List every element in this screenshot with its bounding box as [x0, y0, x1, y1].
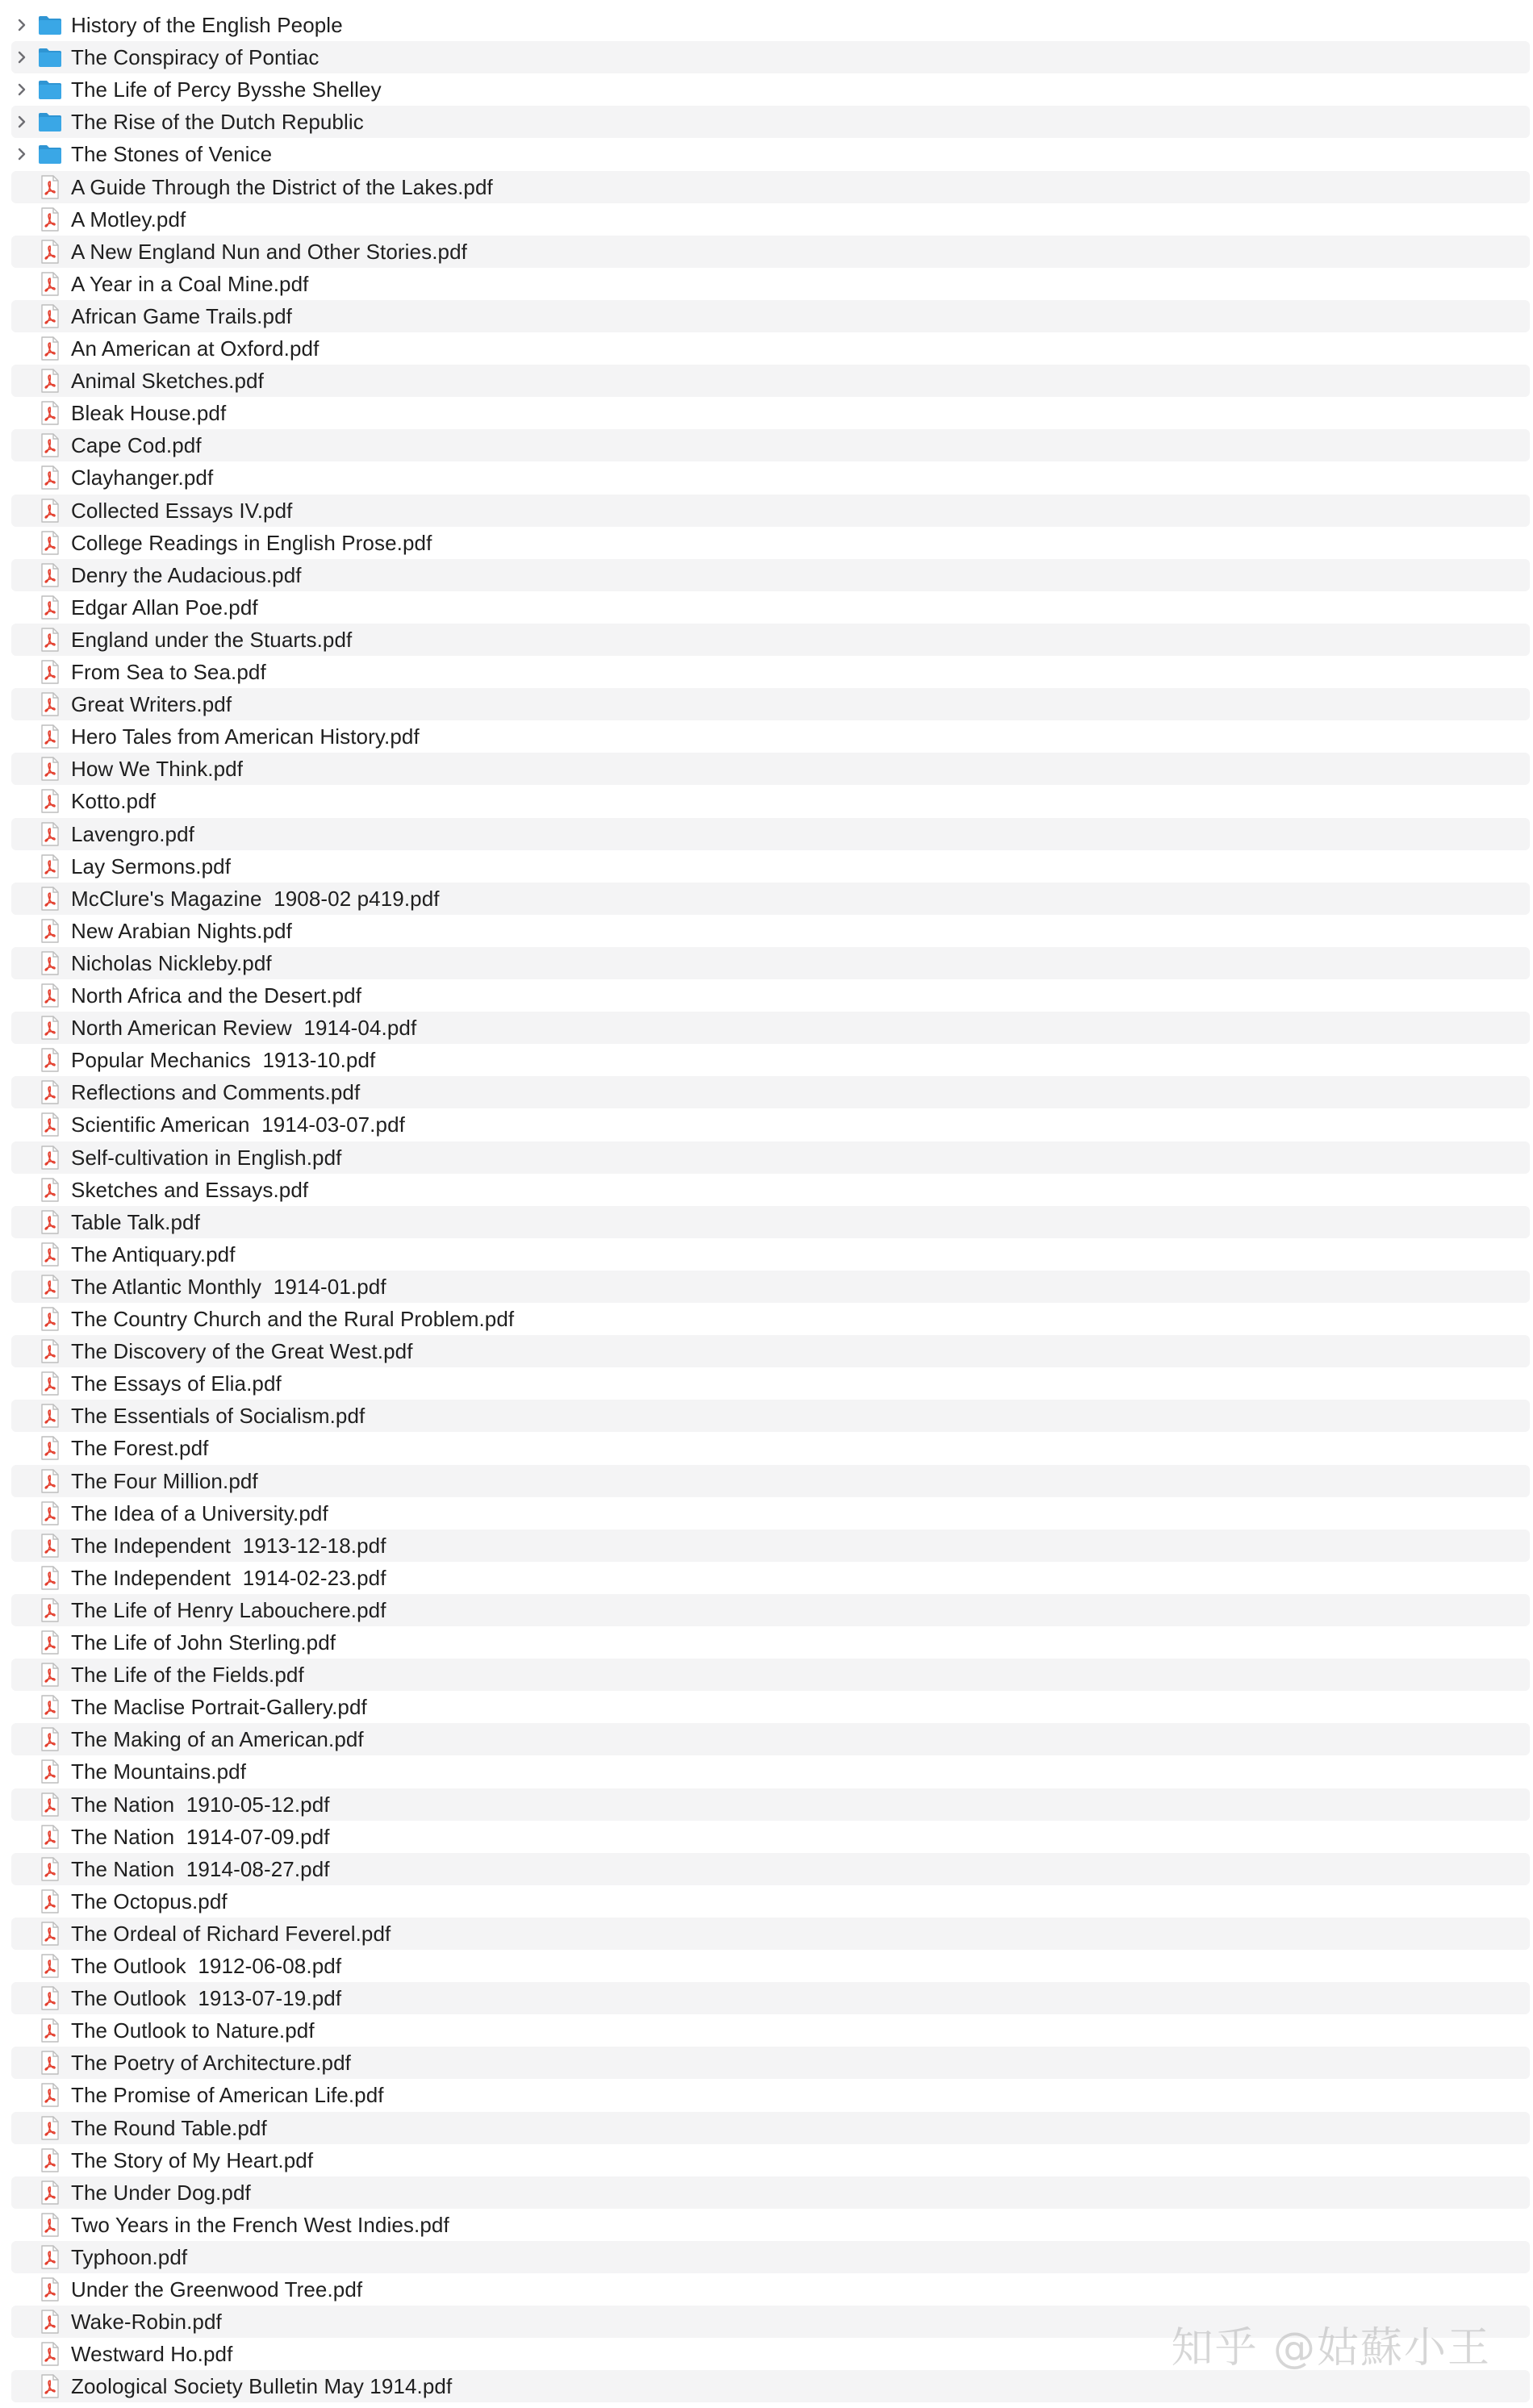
- file-name: North American Review 1914-04.pdf: [71, 1016, 417, 1041]
- chevron-right-icon[interactable]: [13, 16, 31, 34]
- pdf-file-icon: [40, 1824, 61, 1850]
- pdf-file-icon: [40, 336, 61, 361]
- file-name: The Essays of Elia.pdf: [71, 1371, 282, 1396]
- pdf-file-icon: [40, 983, 61, 1008]
- file-row[interactable]: [0, 495, 1533, 527]
- pdf-file-icon: [40, 1112, 61, 1137]
- pdf-file-icon: [40, 2147, 61, 2173]
- file-name: Kotto.pdf: [71, 789, 156, 814]
- file-name: The Country Church and the Rural Problem.pdf: [71, 1307, 515, 1331]
- pdf-file-icon: [40, 1047, 61, 1073]
- file-row[interactable]: [0, 915, 1533, 947]
- pdf-file-icon: [40, 562, 61, 588]
- file-name: Collected Essays IV.pdf: [71, 498, 293, 523]
- file-row[interactable]: [0, 2112, 1533, 2144]
- file-name: Lavengro.pdf: [71, 821, 194, 846]
- file-row[interactable]: [0, 300, 1533, 332]
- folder-name: History of the English People: [71, 13, 343, 37]
- folder-row[interactable]: [0, 73, 1533, 106]
- pdf-file-icon: [40, 1306, 61, 1332]
- row-stripe: [11, 688, 1530, 720]
- file-name: The Independent 1913-12-18.pdf: [71, 1533, 386, 1558]
- file-name: Edgar Allan Poe.pdf: [71, 595, 258, 620]
- file-name: A Motley.pdf: [71, 207, 186, 232]
- pdf-file-icon: [40, 886, 61, 912]
- file-name: The Nation 1910-05-12.pdf: [71, 1792, 330, 1817]
- folder-icon: [37, 14, 63, 36]
- file-name: The Outlook 1913-07-19.pdf: [71, 1986, 342, 2011]
- file-row[interactable]: [0, 947, 1533, 979]
- file-name: African Game Trails.pdf: [71, 303, 292, 328]
- file-row[interactable]: [0, 818, 1533, 850]
- file-name: The Story of My Heart.pdf: [71, 2147, 314, 2172]
- file-name: College Readings in English Prose.pdf: [71, 530, 432, 555]
- pdf-file-icon: [40, 627, 61, 653]
- pdf-file-icon: [40, 659, 61, 685]
- file-name: Self-cultivation in English.pdf: [71, 1145, 342, 1170]
- file-row[interactable]: [0, 1141, 1533, 1174]
- file-name: Clayhanger.pdf: [71, 465, 214, 490]
- pdf-file-icon: [40, 2309, 61, 2335]
- folder-row[interactable]: [0, 138, 1533, 170]
- file-row[interactable]: [0, 1206, 1533, 1238]
- pdf-file-icon: [40, 2180, 61, 2206]
- file-row[interactable]: [0, 1044, 1533, 1076]
- pdf-file-icon: [40, 303, 61, 329]
- file-row[interactable]: [0, 785, 1533, 817]
- file-row[interactable]: [0, 1885, 1533, 1918]
- pdf-file-icon: [40, 1533, 61, 1559]
- file-row[interactable]: [0, 268, 1533, 300]
- file-row[interactable]: [0, 1562, 1533, 1594]
- file-row[interactable]: [0, 1400, 1533, 1432]
- pdf-file-icon: [40, 1565, 61, 1591]
- file-row[interactable]: [0, 171, 1533, 203]
- file-row[interactable]: [0, 1335, 1533, 1367]
- file-name: Under the Greenwood Tree.pdf: [71, 2277, 363, 2302]
- file-row[interactable]: [0, 365, 1533, 397]
- pdf-file-icon: [40, 950, 61, 976]
- file-row[interactable]: [0, 429, 1533, 461]
- file-name: The Outlook 1912-06-08.pdf: [71, 1954, 342, 1978]
- pdf-file-icon: [40, 1662, 61, 1688]
- file-name: The Discovery of the Great West.pdf: [71, 1339, 413, 1364]
- file-name: The Ordeal of Richard Feverel.pdf: [71, 1921, 391, 1946]
- file-name: The Poetry of Architecture.pdf: [71, 2051, 351, 2076]
- pdf-file-icon: [40, 1015, 61, 1041]
- file-row[interactable]: [0, 397, 1533, 429]
- row-stripe: [11, 818, 1530, 850]
- file-row[interactable]: [0, 1108, 1533, 1141]
- file-name: The Independent 1914-02-23.pdf: [71, 1565, 386, 1590]
- folder-name: The Stones of Venice: [71, 142, 273, 167]
- chevron-right-icon[interactable]: [13, 113, 31, 131]
- pdf-file-icon: [40, 2373, 61, 2399]
- file-name: The Atlantic Monthly 1914-01.pdf: [71, 1274, 386, 1299]
- file-row[interactable]: [0, 1755, 1533, 1788]
- row-stripe: [11, 1206, 1530, 1238]
- pdf-file-icon: [40, 432, 61, 458]
- file-row[interactable]: [0, 1982, 1533, 2014]
- pdf-file-icon: [40, 2341, 61, 2367]
- file-name: The Four Million.pdf: [71, 1468, 258, 1493]
- pdf-file-icon: [40, 2277, 61, 2302]
- pdf-file-icon: [40, 1079, 61, 1105]
- folder-name: The Conspiracy of Pontiac: [71, 45, 320, 70]
- pdf-file-icon: [40, 821, 61, 847]
- file-row[interactable]: [0, 559, 1533, 591]
- pdf-file-icon: [40, 465, 61, 490]
- pdf-file-icon: [40, 1856, 61, 1882]
- chevron-right-icon[interactable]: [13, 81, 31, 98]
- file-name: A Guide Through the District of the Lakes.pdf: [71, 174, 493, 199]
- file-name: England under the Stuarts.pdf: [71, 627, 353, 652]
- file-name: The Maclise Portrait-Gallery.pdf: [71, 1695, 367, 1720]
- file-row[interactable]: [0, 1465, 1533, 1497]
- file-name: Cape Cod.pdf: [71, 433, 202, 458]
- file-row[interactable]: [0, 850, 1533, 883]
- file-row[interactable]: [0, 1853, 1533, 1885]
- pdf-file-icon: [40, 1953, 61, 1979]
- pdf-file-icon: [40, 1630, 61, 1655]
- file-name: The Life of John Sterling.pdf: [71, 1630, 336, 1655]
- file-name: Westward Ho.pdf: [71, 2342, 233, 2367]
- file-row[interactable]: [0, 883, 1533, 915]
- file-row[interactable]: [0, 2079, 1533, 2111]
- file-name: Animal Sketches.pdf: [71, 369, 264, 394]
- file-name: Sketches and Essays.pdf: [71, 1177, 309, 1202]
- file-name: How We Think.pdf: [71, 757, 244, 782]
- file-row[interactable]: [0, 2047, 1533, 2079]
- file-row[interactable]: [0, 2209, 1533, 2241]
- file-row[interactable]: [0, 1691, 1533, 1723]
- file-name: The Nation 1914-08-27.pdf: [71, 1856, 330, 1881]
- pdf-file-icon: [40, 2115, 61, 2141]
- pdf-file-icon: [40, 1888, 61, 1914]
- file-name: The Idea of a University.pdf: [71, 1500, 328, 1525]
- file-name: Nicholas Nickleby.pdf: [71, 950, 272, 975]
- file-row[interactable]: [0, 1238, 1533, 1271]
- file-row[interactable]: [0, 720, 1533, 753]
- pdf-file-icon: [40, 2082, 61, 2108]
- pdf-file-icon: [40, 1500, 61, 1526]
- chevron-right-icon[interactable]: [13, 48, 31, 66]
- file-name: The Octopus.pdf: [71, 1888, 228, 1913]
- file-row[interactable]: [0, 1788, 1533, 1821]
- pdf-file-icon: [40, 853, 61, 879]
- file-row[interactable]: [0, 1271, 1533, 1303]
- file-name: The Making of an American.pdf: [71, 1727, 364, 1752]
- file-name: North Africa and the Desert.pdf: [71, 983, 362, 1008]
- pdf-file-icon: [40, 1274, 61, 1300]
- file-name: The Under Dog.pdf: [71, 2180, 251, 2205]
- pdf-file-icon: [40, 2244, 61, 2270]
- file-row[interactable]: [0, 1723, 1533, 1755]
- file-name: New Arabian Nights.pdf: [71, 918, 292, 943]
- pdf-file-icon: [40, 1242, 61, 1267]
- folder-icon: [37, 111, 63, 133]
- file-row[interactable]: [0, 2241, 1533, 2273]
- file-name: Typhoon.pdf: [71, 2244, 188, 2269]
- pdf-file-icon: [40, 1145, 61, 1171]
- pdf-file-icon: [40, 1921, 61, 1947]
- file-row[interactable]: [0, 979, 1533, 1012]
- file-row[interactable]: [0, 2176, 1533, 2209]
- pdf-file-icon: [40, 530, 61, 556]
- file-row[interactable]: [0, 1432, 1533, 1464]
- pdf-file-icon: [40, 2018, 61, 2043]
- file-row[interactable]: [0, 461, 1533, 494]
- folder-row[interactable]: [0, 41, 1533, 73]
- file-name: An American at Oxford.pdf: [71, 336, 320, 361]
- file-row[interactable]: [0, 1530, 1533, 1562]
- file-name: The Outlook to Nature.pdf: [71, 2018, 315, 2043]
- folder-icon: [37, 46, 63, 69]
- file-name: Popular Mechanics 1913-10.pdf: [71, 1048, 376, 1073]
- pdf-file-icon: [40, 174, 61, 200]
- pdf-file-icon: [40, 368, 61, 394]
- pdf-file-icon: [40, 595, 61, 620]
- pdf-file-icon: [40, 1209, 61, 1235]
- file-row[interactable]: [0, 656, 1533, 688]
- file-row[interactable]: [0, 1303, 1533, 1335]
- pdf-file-icon: [40, 271, 61, 297]
- pdf-file-icon: [40, 1597, 61, 1623]
- file-name: Reflections and Comments.pdf: [71, 1080, 361, 1105]
- file-name: Wake-Robin.pdf: [71, 2310, 222, 2335]
- file-row[interactable]: [0, 1174, 1533, 1206]
- pdf-file-icon: [40, 1792, 61, 1817]
- file-row[interactable]: [0, 591, 1533, 624]
- pdf-file-icon: [40, 1403, 61, 1429]
- pdf-file-icon: [40, 207, 61, 232]
- pdf-file-icon: [40, 2050, 61, 2076]
- folder-icon: [37, 78, 63, 101]
- file-row[interactable]: [0, 1659, 1533, 1691]
- file-row[interactable]: [0, 1076, 1533, 1108]
- pdf-file-icon: [40, 691, 61, 717]
- file-row[interactable]: [0, 1367, 1533, 1400]
- pdf-file-icon: [40, 498, 61, 524]
- file-name: The Mountains.pdf: [71, 1759, 247, 1784]
- pdf-file-icon: [40, 918, 61, 944]
- file-row[interactable]: [0, 2014, 1533, 2047]
- folder-row[interactable]: [0, 9, 1533, 41]
- pdf-file-icon: [40, 1726, 61, 1752]
- file-row[interactable]: [0, 1012, 1533, 1044]
- pdf-file-icon: [40, 756, 61, 782]
- pdf-file-icon: [40, 400, 61, 426]
- pdf-file-icon: [40, 724, 61, 749]
- file-name: The Nation 1914-07-09.pdf: [71, 1824, 330, 1849]
- file-name: The Life of the Fields.pdf: [71, 1663, 304, 1688]
- file-row[interactable]: [0, 527, 1533, 559]
- file-row[interactable]: [0, 1626, 1533, 1659]
- file-name: Bleak House.pdf: [71, 401, 227, 426]
- file-name: Great Writers.pdf: [71, 692, 232, 717]
- file-row[interactable]: [0, 2144, 1533, 2176]
- folder-icon: [37, 143, 63, 165]
- file-name: The Forest.pdf: [71, 1436, 209, 1461]
- folder-name: The Life of Percy Bysshe Shelley: [71, 77, 382, 102]
- file-row[interactable]: [0, 753, 1533, 785]
- file-row[interactable]: [0, 236, 1533, 268]
- file-row[interactable]: [0, 332, 1533, 365]
- watermark: 知乎 @姑蘇小王: [1171, 2324, 1491, 2373]
- pdf-file-icon: [40, 1435, 61, 1461]
- pdf-file-icon: [40, 1985, 61, 2011]
- folder-row[interactable]: [0, 106, 1533, 138]
- pdf-file-icon: [40, 1694, 61, 1720]
- file-row[interactable]: [0, 1821, 1533, 1853]
- file-row[interactable]: [0, 688, 1533, 720]
- file-name: The Essentials of Socialism.pdf: [71, 1404, 365, 1429]
- pdf-file-icon: [40, 239, 61, 265]
- row-stripe: [11, 429, 1530, 461]
- file-name: A New England Nun and Other Stories.pdf: [71, 239, 467, 264]
- file-name: Hero Tales from American History.pdf: [71, 724, 420, 749]
- file-row[interactable]: [0, 2370, 1533, 2402]
- file-name: The Promise of American Life.pdf: [71, 2083, 384, 2108]
- file-name: The Round Table.pdf: [71, 2115, 267, 2140]
- file-row[interactable]: [0, 1497, 1533, 1530]
- file-name: The Antiquary.pdf: [71, 1242, 236, 1267]
- file-row[interactable]: [0, 1950, 1533, 1982]
- pdf-file-icon: [40, 1468, 61, 1494]
- file-name: From Sea to Sea.pdf: [71, 660, 266, 684]
- file-row[interactable]: [0, 203, 1533, 236]
- file-row[interactable]: [0, 624, 1533, 656]
- file-name: Two Years in the French West Indies.pdf: [71, 2212, 449, 2237]
- file-name: Lay Sermons.pdf: [71, 853, 232, 878]
- file-row[interactable]: [0, 1918, 1533, 1950]
- file-name: Zoological Society Bulletin May 1914.pdf: [71, 2374, 453, 2399]
- file-name: Table Talk.pdf: [71, 1209, 200, 1234]
- file-name: Denry the Audacious.pdf: [71, 562, 302, 587]
- pdf-file-icon: [40, 788, 61, 814]
- file-name: A Year in a Coal Mine.pdf: [71, 271, 309, 296]
- chevron-right-icon[interactable]: [13, 145, 31, 163]
- pdf-file-icon: [40, 1759, 61, 1784]
- file-name: Scientific American 1914-03-07.pdf: [71, 1112, 405, 1137]
- pdf-file-icon: [40, 1371, 61, 1396]
- file-name: The Life of Henry Labouchere.pdf: [71, 1597, 386, 1622]
- row-stripe: [11, 2241, 1530, 2273]
- file-name: McClure's Magazine 1908-02 p419.pdf: [71, 886, 440, 911]
- pdf-file-icon: [40, 1338, 61, 1364]
- pdf-file-icon: [40, 1177, 61, 1203]
- folder-name: The Rise of the Dutch Republic: [71, 110, 364, 135]
- file-row[interactable]: [0, 2273, 1533, 2306]
- pdf-file-icon: [40, 2212, 61, 2238]
- file-row[interactable]: [0, 1594, 1533, 1626]
